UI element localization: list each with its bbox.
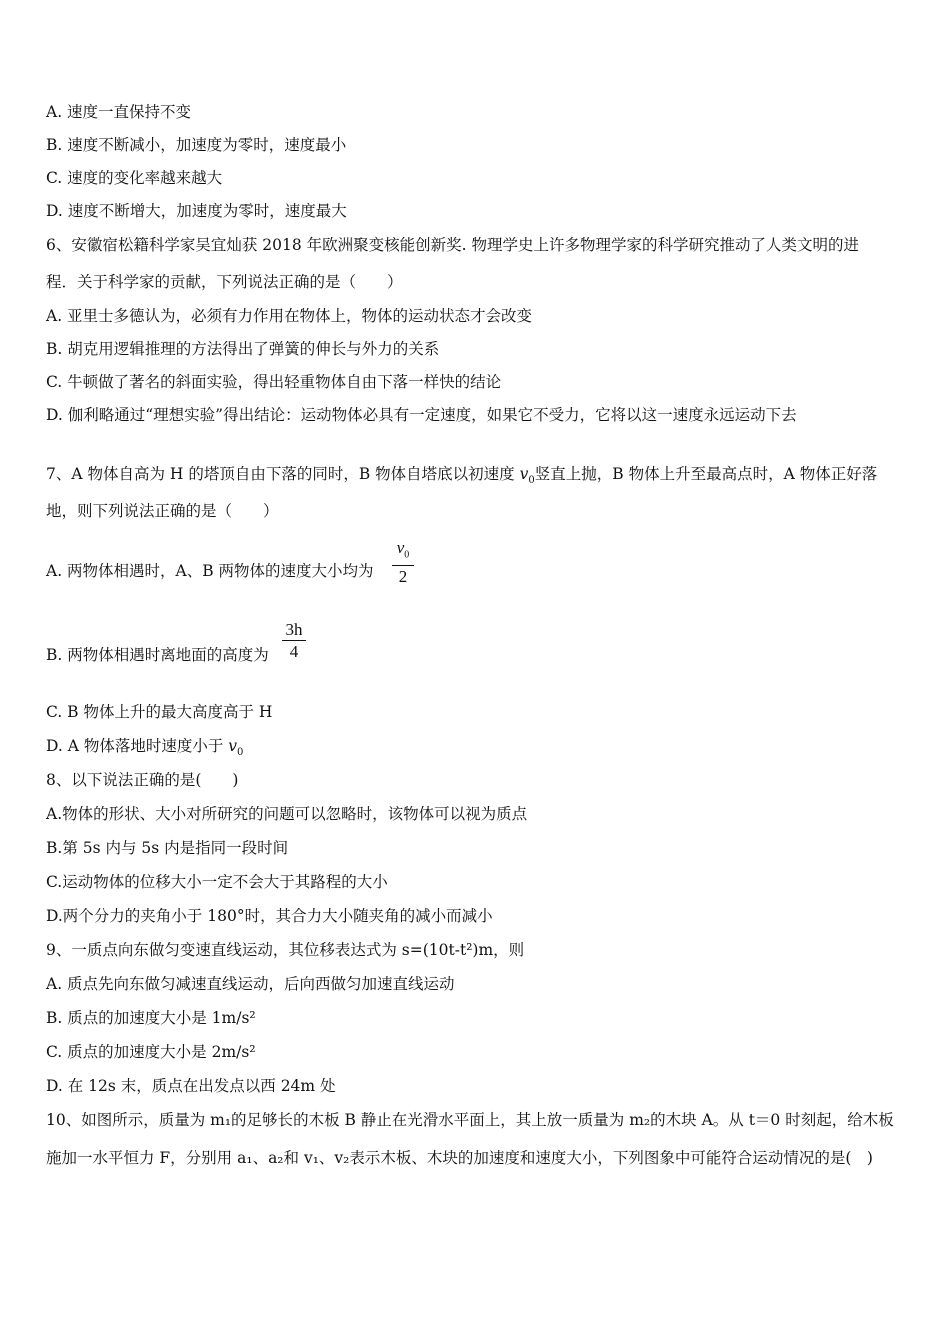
q8-option-b: B.第 5s 内与 5s 内是指同一段时间 [46,839,289,857]
q6-stem-line1: 6、安徽宿松籍科学家吴宜灿获 2018 年欧洲聚变核能创新奖. 物理学史上许多物理学家的科学研究推动了人类文明的进 [46,236,860,254]
q7-option-a: A. 两物体相遇时，A、B 两物体的速度大小均为 [46,562,374,580]
q5-option-d: D. 速度不断增大，加速度为零时，速度最大 [46,202,347,220]
q6-stem-line2: 程．关于科学家的贡献，下列说法正确的是（ ） [46,273,403,291]
q7-stem-sub: 0 [528,475,535,487]
q9-option-b: B. 质点的加速度大小是 1m/s² [46,1009,256,1027]
q7-option-d-var: v [228,737,238,755]
q6-option-c: C. 牛顿做了著名的斜面实验，得出轻重物体自由下落一样快的结论 [46,373,502,391]
q7-option-d-text: D. A 物体落地时速度小于 [46,737,229,755]
q8-stem: 8、以下说法正确的是( ) [46,771,239,789]
fraction-denominator: 2 [398,567,408,587]
q6-option-d: D. 伽利略通过“理想实验”得出结论：运动物体必具有一定速度，如果它不受力，它将以这一速度永远运动下去 [46,406,797,424]
q7-stem-text-1: 7、A 物体自高为 H 的塔顶自由下落的同时，B 物体自塔底以初速度 [46,465,520,483]
q7-option-b-fraction [282,620,306,663]
q5-option-b: B. 速度不断减小，加速度为零时，速度最小 [46,136,347,154]
q6-option-a: A. 亚里士多德认为，必须有力作用在物体上，物体的运动状态才会改变 [46,307,533,325]
fraction-denominator: 4 [289,642,299,661]
q9-option-c: C. 质点的加速度大小是 2m/s² [46,1043,256,1061]
q9-stem: 9、一质点向东做匀变速直线运动，其位移表达式为 s=(10t-t²)m，则 [46,941,525,959]
q10-stem-line2: 施加一水平恒力 F，分别用 a₁、a₂和 v₁、v₂表示木板、木块的加速度和速度大小，下列图象中可能符合运动情况的是( ) [46,1149,873,1167]
q8-option-a: A.物体的形状、大小对所研究的问题可以忽略时，该物体可以视为质点 [46,805,528,823]
q9-option-a: A. 质点先向东做匀减速直线运动，后向西做匀加速直线运动 [46,975,455,993]
q7-option-a-fraction [392,538,414,588]
q8-option-d: D.两个分力的夹角小于 180°时，其合力大小随夹角的减小而减小 [46,907,493,925]
q9-option-d: D. 在 12s 末，质点在出发点以西 24m 处 [46,1077,336,1095]
q7-stem-var: v [519,465,529,483]
q5-option-a: A. 速度一直保持不变 [46,103,192,121]
q7-stem-line1 [46,464,877,491]
q7-option-b: B. 两物体相遇时离地面的高度为 [46,646,269,664]
q7-stem-text-2: 竖直上抛，B 物体上升至最高点时，A 物体正好落 [534,465,878,483]
q7-option-c: C. B 物体上升的最大高度高于 H [46,703,273,721]
q5-option-c: C. 速度的变化率越来越大 [46,169,223,187]
fraction-numerator: 3h [285,620,303,639]
q6-option-b: B. 胡克用逻辑推理的方法得出了弹簧的伸长与外力的关系 [46,340,440,358]
q7-option-d [46,736,243,763]
q7-option-d-sub: 0 [237,747,244,759]
q8-option-c: C.运动物体的位移大小一定不会大于其路程的大小 [46,873,388,891]
q10-stem-line1: 10、如图所示，质量为 m₁的足够长的木板 B 静止在光滑水平面上，其上放一质量为 m₂的木块 A。从 t＝0 时刻起，给木板 [46,1111,894,1129]
q7-stem-line2: 地，则下列说法正确的是（ ） [46,502,279,520]
fraction-numerator: $v_0$ [396,538,410,561]
